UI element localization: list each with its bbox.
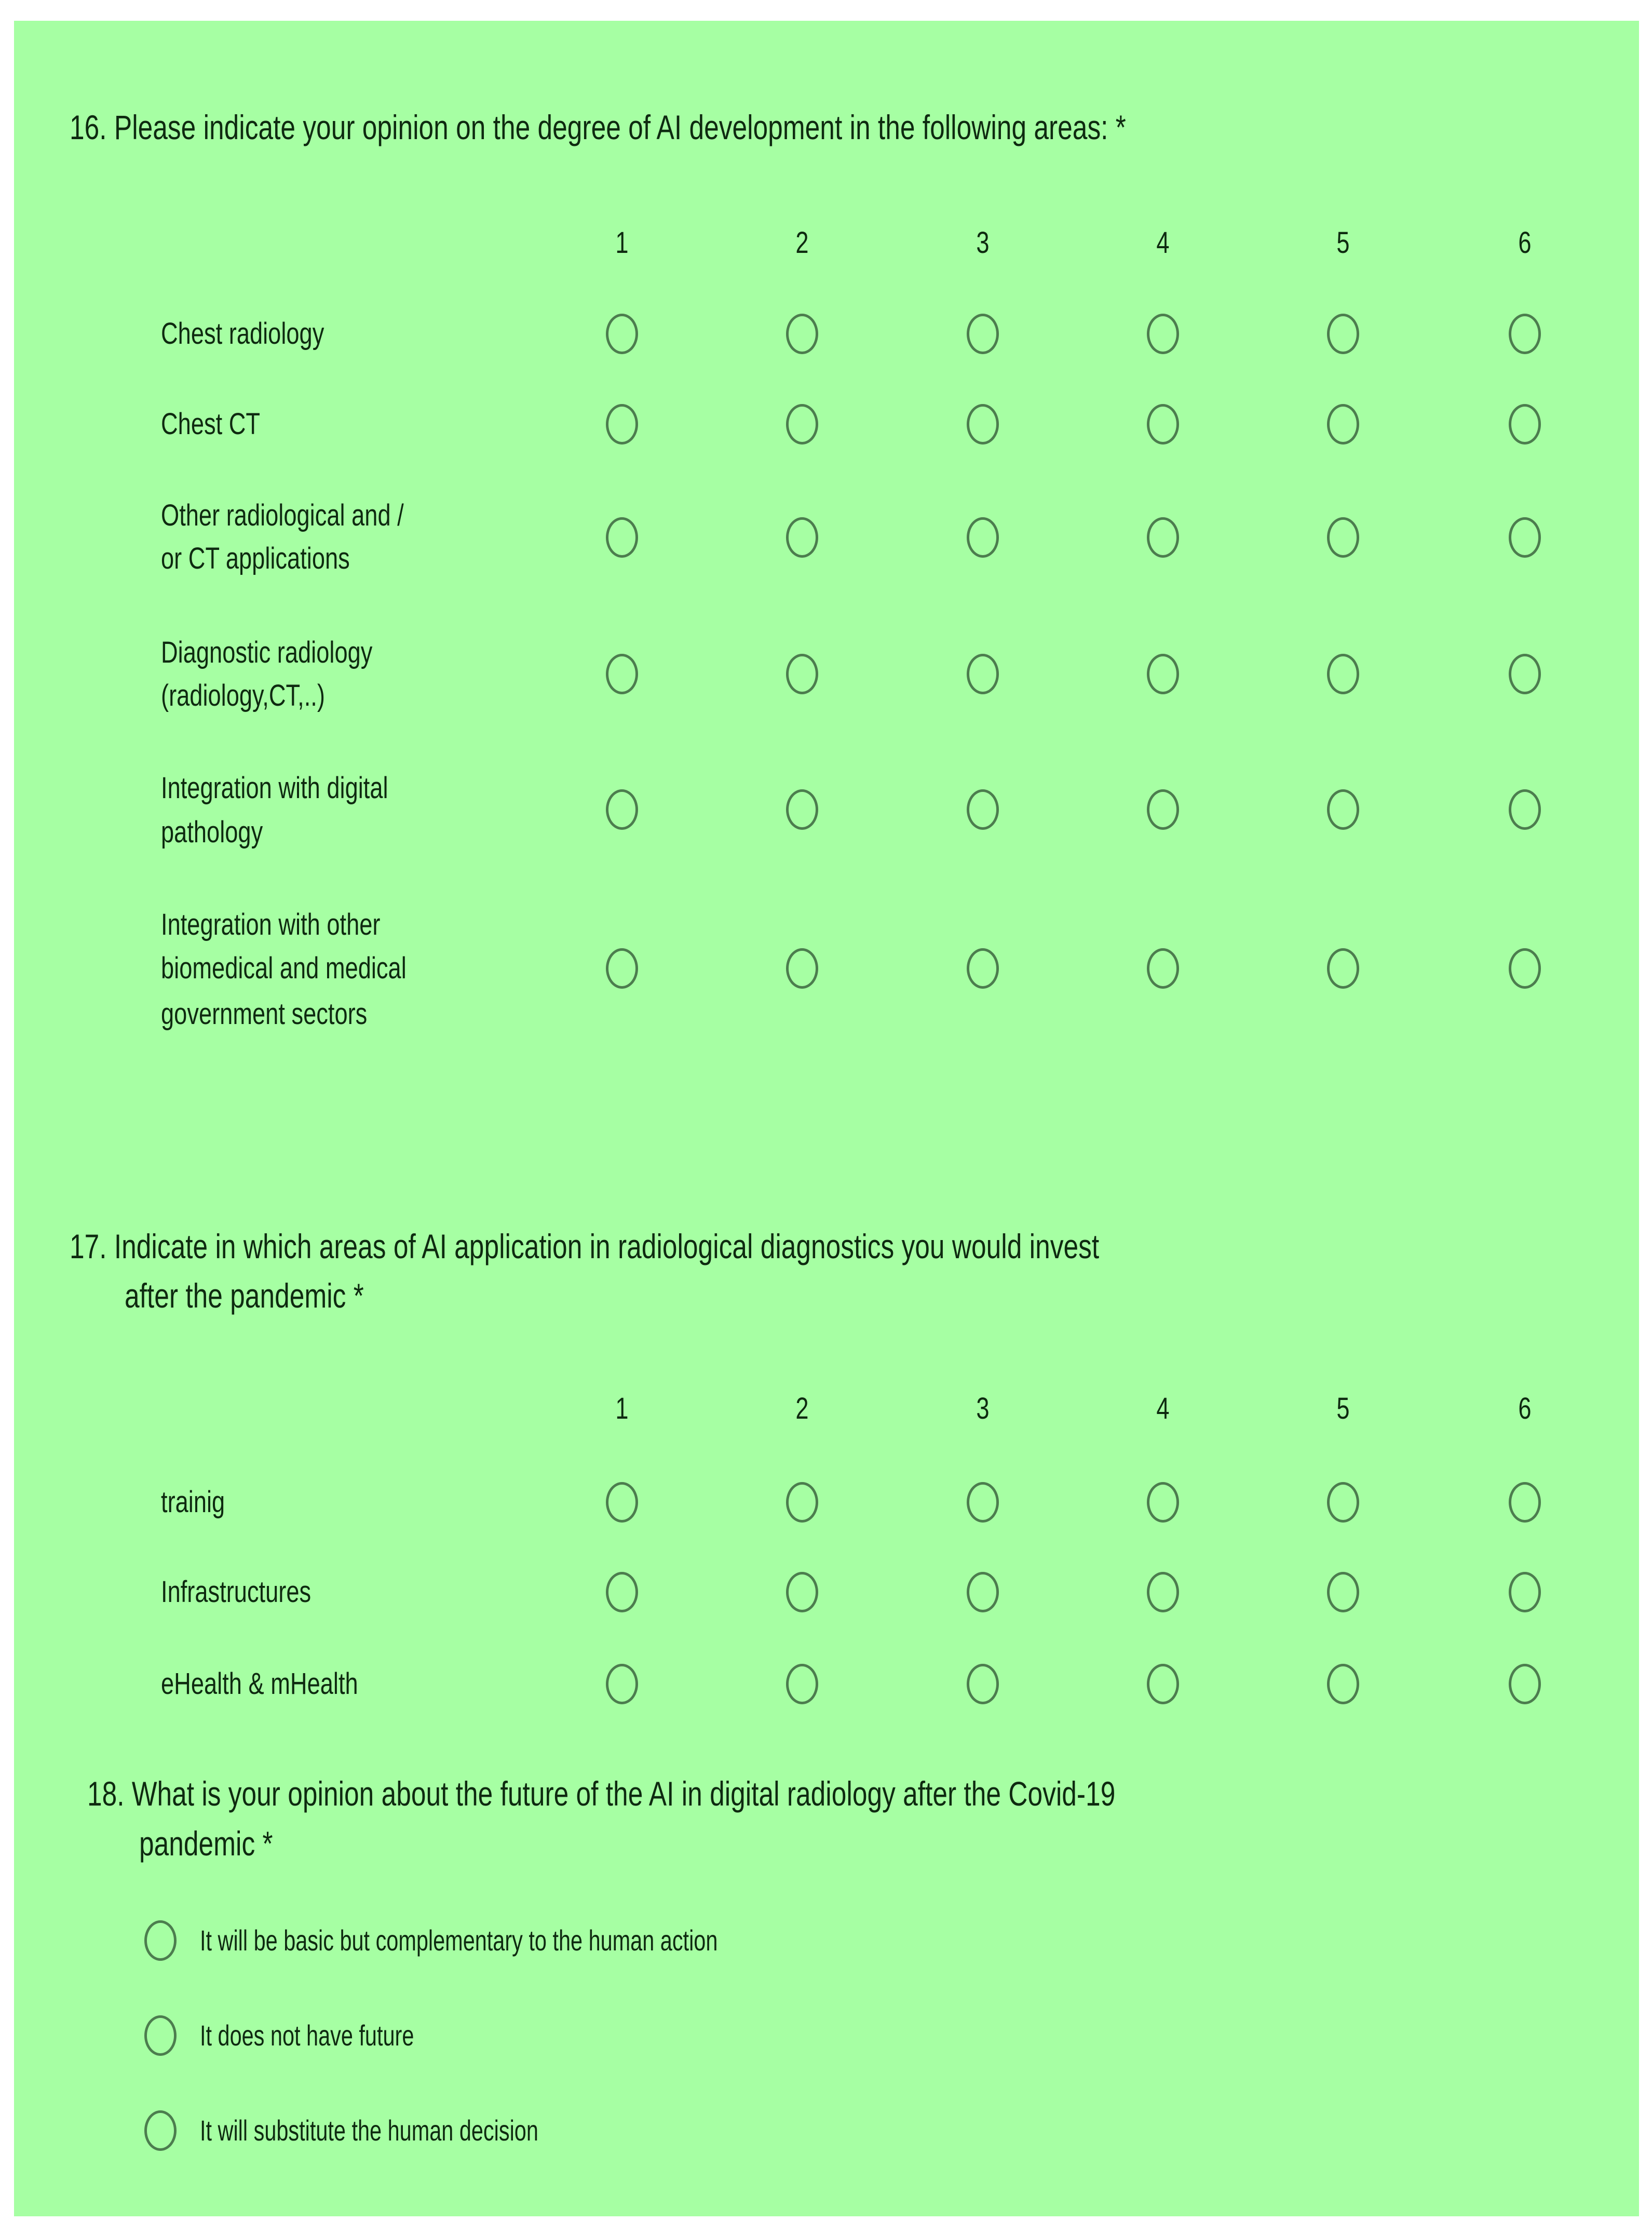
q17-row2-radio-5[interactable] [1327, 1572, 1359, 1612]
q16-row5-radio-6[interactable] [1509, 789, 1541, 830]
question-17-title-line1: 17. Indicate in which areas of AI application in radiological diagnostics you would invest [70, 1227, 1100, 1265]
question-18-title-line2: pandemic * [139, 1824, 273, 1863]
q17-scale-header-4: 4 [1156, 1392, 1170, 1425]
q16-row6-radio-6[interactable] [1509, 948, 1541, 989]
q16-row5-radio-3[interactable] [967, 789, 999, 830]
q16-row3-radio-2[interactable] [786, 517, 818, 558]
q17-scale-header-2: 2 [795, 1392, 809, 1425]
row-label-line1: Integration with digital [161, 771, 388, 805]
q16-row4-radio-6[interactable] [1509, 654, 1541, 694]
q16-row6-radio-5[interactable] [1327, 948, 1359, 989]
q17-row1-radio-3[interactable] [967, 1482, 999, 1523]
q16-row2-radio-3[interactable] [967, 404, 999, 445]
row-label: eHealth & mHealth [161, 1667, 358, 1701]
q17-row1-radio-5[interactable] [1327, 1482, 1359, 1523]
q17-scale-header-6: 6 [1518, 1392, 1532, 1425]
question-16-title: 16. Please indicate your opinion on the degree of AI development in the following areas: * [70, 108, 1126, 146]
q17-row1-radio-1[interactable] [606, 1482, 638, 1523]
q18-option1-radio[interactable] [144, 1920, 177, 1961]
q16-row6-radio-1[interactable] [606, 948, 638, 989]
q17-row3-radio-3[interactable] [967, 1664, 999, 1704]
q16-row2-radio-1[interactable] [606, 404, 638, 445]
q17-row1-radio-2[interactable] [786, 1482, 818, 1523]
q16-row1-radio-1[interactable] [606, 314, 638, 354]
q16-row4-radio-2[interactable] [786, 654, 818, 694]
q16-scale-header-2: 2 [795, 226, 809, 260]
option-label: It does not have future [200, 2019, 414, 2052]
row-label: trainig [161, 1485, 225, 1519]
q17-row1-radio-6[interactable] [1509, 1482, 1541, 1523]
row-label-line3: government sectors [161, 997, 368, 1031]
row-label-line2: (radiology,CT,..) [161, 679, 325, 712]
q17-row3-radio-6[interactable] [1509, 1664, 1541, 1704]
q16-row4-radio-5[interactable] [1327, 654, 1359, 694]
q16-row4-radio-1[interactable] [606, 654, 638, 694]
q16-row3-radio-3[interactable] [967, 517, 999, 558]
q16-row1-radio-6[interactable] [1509, 314, 1541, 354]
q16-row5-radio-1[interactable] [606, 789, 638, 830]
q16-row1-radio-3[interactable] [967, 314, 999, 354]
q16-row3-radio-1[interactable] [606, 517, 638, 558]
q18-option3-radio[interactable] [144, 2110, 177, 2151]
q16-row1-radio-4[interactable] [1147, 314, 1179, 354]
q17-row3-radio-1[interactable] [606, 1664, 638, 1704]
q16-scale-header-5: 5 [1336, 226, 1350, 260]
question-17-title-line2: after the pandemic * [125, 1276, 364, 1315]
q16-row3-radio-4[interactable] [1147, 517, 1179, 558]
q16-row4-radio-3[interactable] [967, 654, 999, 694]
q17-scale-header-3: 3 [976, 1392, 990, 1425]
q16-scale-header-6: 6 [1518, 226, 1532, 260]
q17-row2-radio-6[interactable] [1509, 1572, 1541, 1612]
q17-row2-radio-1[interactable] [606, 1572, 638, 1612]
row-label: Infrastructures [161, 1575, 312, 1609]
q17-scale-header-5: 5 [1336, 1392, 1350, 1425]
q17-row2-radio-2[interactable] [786, 1572, 818, 1612]
q16-scale-header-4: 4 [1156, 226, 1170, 260]
q16-row4-radio-4[interactable] [1147, 654, 1179, 694]
row-label-line1: Integration with other [161, 908, 381, 941]
q17-row3-radio-5[interactable] [1327, 1664, 1359, 1704]
q16-row5-radio-2[interactable] [786, 789, 818, 830]
row-label-line1: Other radiological and / [161, 499, 404, 532]
q16-row2-radio-5[interactable] [1327, 404, 1359, 445]
row-label: Chest CT [161, 407, 261, 441]
q17-row2-radio-3[interactable] [967, 1572, 999, 1612]
row-label: Chest radiology [161, 317, 324, 351]
row-label-line2: pathology [161, 815, 263, 849]
q18-option2-radio[interactable] [144, 2015, 177, 2056]
q17-row1-radio-4[interactable] [1147, 1482, 1179, 1523]
option-label: It will substitute the human decision [200, 2114, 538, 2147]
row-label-line1: Diagnostic radiology [161, 636, 373, 669]
q16-row2-radio-6[interactable] [1509, 404, 1541, 445]
q16-row5-radio-5[interactable] [1327, 789, 1359, 830]
q16-row1-radio-2[interactable] [786, 314, 818, 354]
q16-row5-radio-4[interactable] [1147, 789, 1179, 830]
q16-row6-radio-4[interactable] [1147, 948, 1179, 989]
q16-scale-header-3: 3 [976, 226, 990, 260]
row-label-line2: biomedical and medical [161, 951, 407, 985]
row-label-line2: or CT applications [161, 542, 350, 575]
question-18-title-line1: 18. What is your opinion about the future of the AI in digital radiology after the Covid-19 [87, 1774, 1116, 1813]
q16-row6-radio-2[interactable] [786, 948, 818, 989]
q16-row3-radio-6[interactable] [1509, 517, 1541, 558]
q17-row3-radio-2[interactable] [786, 1664, 818, 1704]
q16-row2-radio-4[interactable] [1147, 404, 1179, 445]
q17-row3-radio-4[interactable] [1147, 1664, 1179, 1704]
q17-row2-radio-4[interactable] [1147, 1572, 1179, 1612]
q16-row2-radio-2[interactable] [786, 404, 818, 445]
q17-scale-header-1: 1 [615, 1392, 629, 1425]
q16-row3-radio-5[interactable] [1327, 517, 1359, 558]
q16-row1-radio-5[interactable] [1327, 314, 1359, 354]
option-label: It will be basic but complementary to the human action [200, 1924, 718, 1957]
q16-scale-header-1: 1 [615, 226, 629, 260]
q16-row6-radio-3[interactable] [967, 948, 999, 989]
